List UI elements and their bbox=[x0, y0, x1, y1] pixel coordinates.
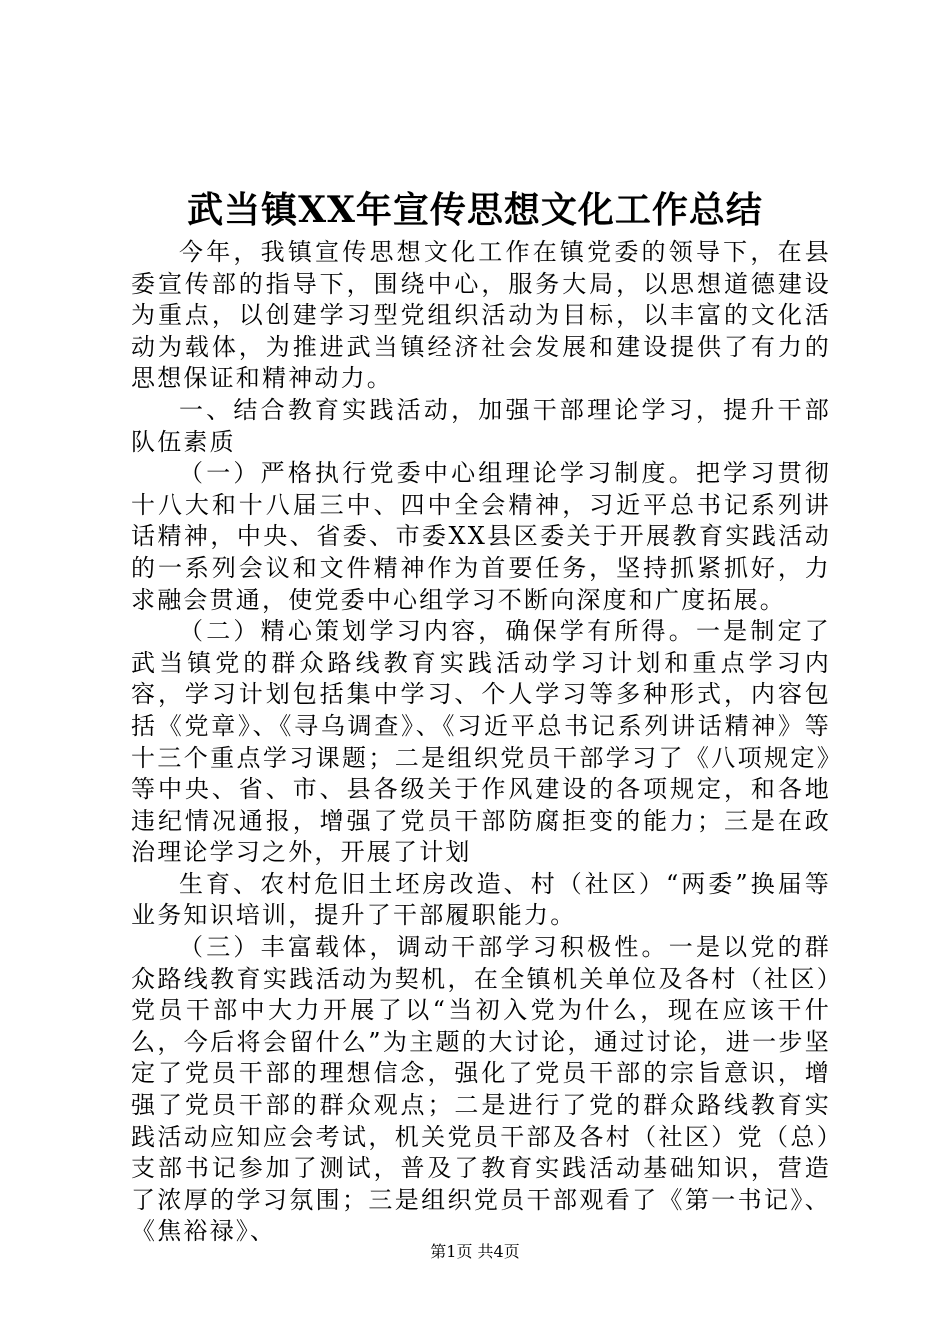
paragraph-item-2: （二）精心策划学习内容，确保学有所得。一是制定了武当镇党的群众路线教育实践活动学习计划和重点学习内容，学习计划包括集中学习、个人学习等多种形式，内容包括《党章》、《寻乌调查》、《习近平总书记系列讲话精神》等十三个重点学习课题；二是组织党员干部学习了《八项规定》等中央、省、市、县各级关于作风建设的各项规定，和各地违纪情况通报，增强了党员干部防腐拒变的能力；三是在政治理论学习之外，开展了计划 bbox=[131, 617, 831, 867]
document-title: 武当镇XX年宣传思想文化工作总结 bbox=[187, 189, 763, 231]
page-number-footer: 第1页 共4页 bbox=[430, 1242, 520, 1261]
document-body bbox=[131, 237, 831, 1248]
paragraph-item-1: （一）严格执行党委中心组理论学习制度。把学习贯彻十八大和十八届三中、四中全会精神，习近平总书记系列讲话精神，中央、省委、市委XX县区委关于开展教育实践活动的一系列会议和文件精神作为首要任务，坚持抓紧抓好，力求融会贯通，使党委中心组学习不断向深度和广度拓展。 bbox=[131, 459, 831, 614]
paragraph-continuation: 生育、农村危旧土坯房改造、村（社区）“两委”换届等业务知识培训，提升了干部履职能力。 bbox=[131, 869, 831, 930]
paragraph-item-3: （三）丰富载体，调动干部学习积极性。一是以党的群众路线教育实践活动为契机，在全镇机关单位及各村（社区）党员干部中大力开展了以“当初入党为什么，现在应该干什么，今后将会留什么”为主题的大讨论，通过讨论，进一步坚定了党员干部的理想信念，强化了党员干部的宗旨意识，增强了党员干部的群众观点；二是进行了党的群众路线教育实践活动应知应会考试，机关党员干部及各村（社区）党（总）支部书记参加了测试，普及了教育实践活动基础知识，营造了浓厚的学习氛围；三是组织党员干部观看了《第一书记》、《焦裕禄》、 bbox=[131, 933, 831, 1246]
paragraph-intro: 今年，我镇宣传思想文化工作在镇党委的领导下，在县委宣传部的指导下，围绕中心，服务大局，以思想道德建设为重点，以创建学习型党组织活动为目标，以丰富的文化活动为载体，为推进武当镇经济社会发展和建设提供了有力的思想保证和精神动力。 bbox=[131, 238, 831, 393]
section-heading-1: 一、结合教育实践活动，加强干部理论学习，提升干部队伍素质 bbox=[131, 395, 831, 456]
